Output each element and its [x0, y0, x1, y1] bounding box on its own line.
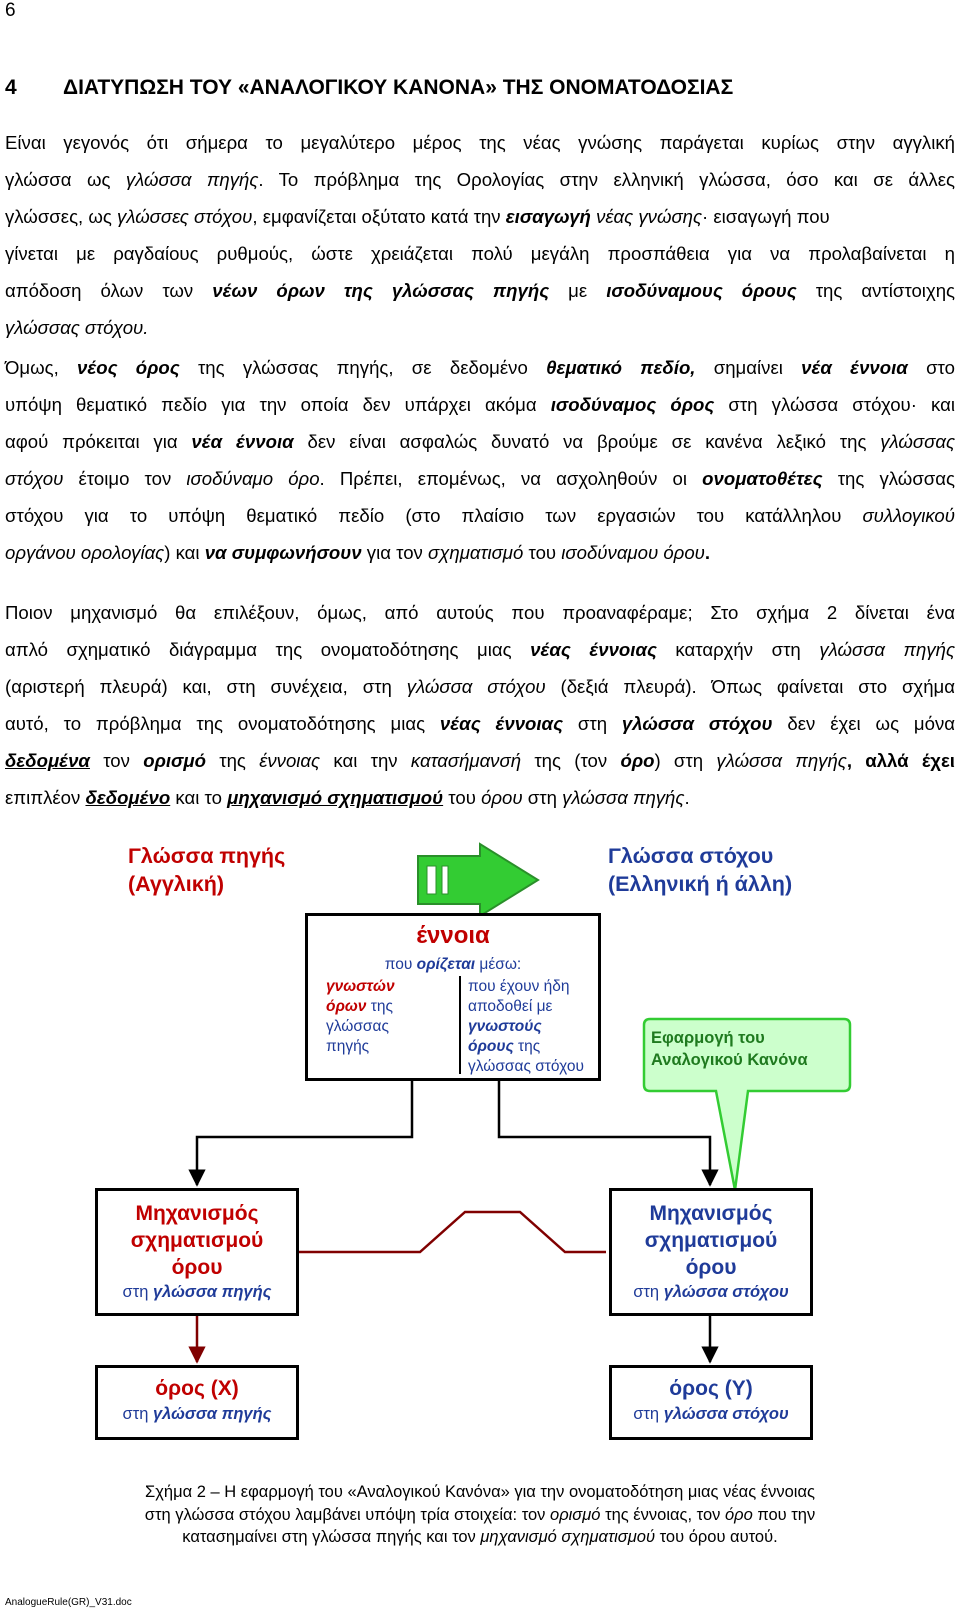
text-line: Ποιον μηχανισμό θα επιλέξουν, όμως, από αυτούς που προαναφέραμε; Στο σχήμα 2 δίνεται ένα [5, 602, 955, 623]
figure-caption: Σχήμα 2 – Η εφαρμογή του «Αναλογικού Κανόνα» για την ονοματοδότηση μιας νέας έννοιας στη γλώσσα στόχου λαμβάνει υπόψη τρία στοιχεία: τον ορισμό της έννοιας, τον όρο που την κατασημαίνει στη γλώσσα πηγής και τον μηχανισμό σχηματισμού του όρου αυτού. [144, 1483, 816, 1546]
arrow-tail-bar [442, 866, 448, 894]
text-line: δεδομένα τον ορισμό της έννοιας και την κατασήμανσή της (τον όρο) στη γλώσσα πηγής, αλλά έχει [5, 750, 955, 771]
source-language-label: Γλώσσα πηγής (Αγγλική) [128, 844, 286, 896]
text-line: απόδοση όλων των νέων όρων της γλώσσας πηγής με ισοδύναμους όρους της αντίστοιχης [5, 280, 956, 301]
text-line: στόχου για το υπόψη θεματικό πεδίο (στο πλαίσιο των εργασιών του κατάλληλου συλλογικού [5, 505, 955, 526]
text-line: αφού πρόκειται για νέα έννοια δεν είναι ασφαλώς δυνατό να βρούμε σε κανένα λεξικό της γλώσσας [5, 431, 955, 452]
concept-target-terms: που έχουν ήδη αποδοθεί με γνωστούς όρους της γλώσσας στόχου [468, 978, 584, 1075]
connector-line [197, 1081, 412, 1185]
text-line: γλώσσας στόχου. [5, 317, 149, 338]
mechanism-target-title: Μηχανισμός σχηματισμού όρου [644, 1202, 778, 1279]
text-line: επιπλέον δεδομένο και το μηχανισμό σχηματισμού του όρου στη γλώσσα πηγής. [5, 787, 690, 808]
concept-title: έννοια [416, 922, 490, 949]
term-target-subtitle: στη γλώσσα στόχου [633, 1405, 789, 1423]
text-line: γλώσσα ως γλώσσα πηγής. Το πρόβλημα της Ορολογίας στην ελληνική γλώσσα, όσο και σε άλλες [5, 169, 955, 190]
term-target-title: όρος (Υ) [669, 1377, 753, 1400]
text-line: Όμως, νέος όρος της γλώσσας πηγής, σε δεδομένο θεματικό πεδίο, σημαίνει νέα έννοια στο [5, 357, 955, 378]
mechanism-source-subtitle: στη γλώσσα πηγής [122, 1283, 272, 1301]
mechanism-source-box [95, 1188, 299, 1316]
mechanism-target-subtitle: στη γλώσσα στόχου [633, 1283, 789, 1301]
target-language-label: Γλώσσα στόχου (Ελληνική ή άλλη) [608, 844, 793, 896]
page-footer: AnalogueRule(GR)_V31.doc [5, 1597, 132, 1608]
text-line: απλό σχηματικό διάγραμμα της ονοματοδότησης μιας νέας έννοιας καταρχήν στη γλώσσα πηγής [5, 639, 955, 660]
connector-line [499, 1081, 710, 1185]
text-line: αυτό, το πρόβλημα της ονοματοδότησης μιας νέας έννοιας στη γλώσσα στόχου δεν έχει ως μόνα [5, 713, 955, 734]
concept-subtitle: που ορίζεται μέσω: [384, 956, 522, 973]
text-line: οργάνου ορολογίας) και να συμφωνήσουν για τον σχηματισμό του ισοδύναμου όρου. [5, 542, 711, 563]
page-number: 6 [5, 0, 16, 21]
mechanism-source-title: Μηχανισμός σχηματισμού όρου [130, 1202, 264, 1279]
apply-rule-label: Εφαρμογή του Αναλογικού Κανόνα [651, 1029, 808, 1069]
text-line: (αριστερή πλευρά) και, στη συνέχεια, στη γλώσσα στόχου (δεξιά πλευρά). Όπως φαίνεται στο σχήμα [5, 676, 955, 697]
concept-divider [459, 976, 461, 1074]
term-source-title: όρος (Χ) [155, 1377, 239, 1400]
text-line: Είναι γεγονός ότι σήμερα το μεγαλύτερο μέρος της νέας γνώσης παράγεται κυρίως στην αγγλική [5, 132, 955, 153]
text-line: γλώσσες, ως γλώσσες στόχου, εμφανίζεται οξύτατο κατά την εισαγωγή νέας γνώσης· εισαγωγή που [5, 206, 830, 227]
term-source-box [95, 1365, 299, 1440]
text-line: υπόψη θεματικό πεδίο για την οποία δεν υπάρχει ακόμα ισοδύναμος όρος στη γλώσσα στόχου· και [5, 394, 955, 415]
section-title: ΔΙΑΤΥΠΩΣΗ ΤΟΥ «ΑΝΑΛΟΓΙΚΟΥ ΚΑΝΟΝΑ» ΤΗΣ ΟΝΟΜΑΤΟΔΟΣΙΑΣ [63, 76, 734, 99]
arrow-tail-bar [427, 866, 436, 894]
text-line: γίνεται με ραγδαίους ρυθμούς, ώστε χρειάζεται πολύ μεγάλη προσπάθεια για να προλαβαίνεται η [5, 243, 955, 264]
term-target-box [609, 1365, 813, 1440]
term-source-subtitle: στη γλώσσα πηγής [122, 1405, 272, 1423]
concept-box [305, 913, 601, 1081]
analogy-link-line [299, 1212, 606, 1252]
text-line: στόχου έτοιμο τον ισοδύναμο όρο. Πρέπει, επομένως, να ασχοληθούν οι ονοματοθέτες της γλώσσας [5, 468, 955, 489]
concept-source-terms: γνωστών όρων της γλώσσας πηγής [326, 978, 395, 1055]
mechanism-target-box [609, 1188, 813, 1316]
section-number: 4 [5, 76, 17, 99]
